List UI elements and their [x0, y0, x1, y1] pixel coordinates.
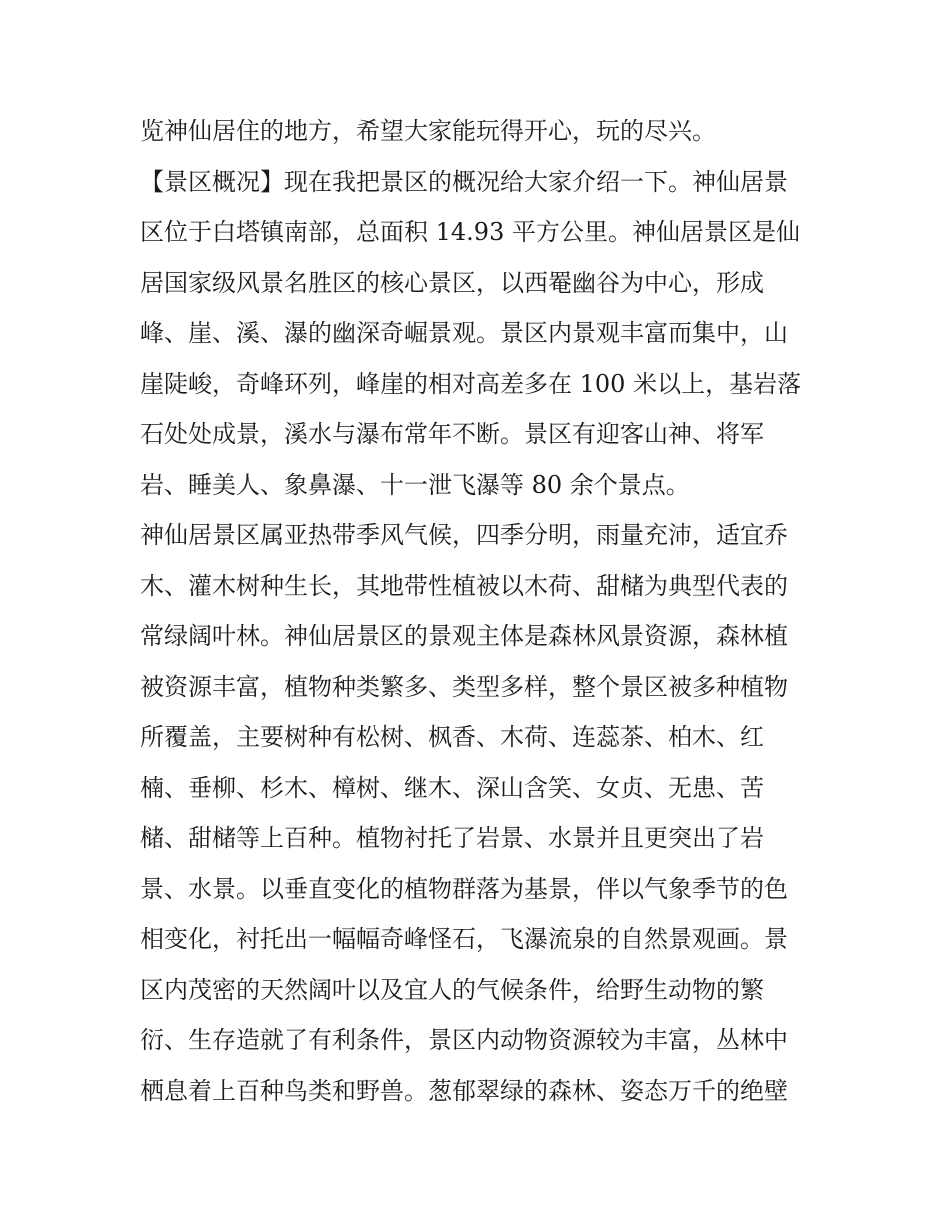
text-line: 览神仙居住的地方，希望大家能玩得开心，玩的尽兴。 — [140, 117, 716, 145]
text-line: 景、水景。以垂直变化的植物群落为基景，伴以气象季节的色 — [140, 874, 788, 903]
text-line: 区内茂密的天然阔叶以及宜人的气候条件，给野生动物的繁 — [140, 975, 764, 1004]
text-line: 楠、垂柳、杉木、樟树、继木、深山含笑、女贞、无患、苦 — [140, 773, 764, 802]
text-line: 所覆盖，主要树种有松树、枫香、木荷、连蕊茶、柏木、红 — [140, 723, 764, 751]
text-line: 栖息着上百种鸟类和野兽。葱郁翠绿的森林、姿态万千的绝壁 — [140, 1076, 788, 1105]
text-line: 【景区概况】现在我把景区的概况给大家介绍一下。神仙居景 — [140, 167, 788, 196]
text-line: 常绿阔叶林。神仙居景区的景观主体是森林风景资源，森林植 — [140, 622, 788, 650]
text-line: 衍、生存造就了有利条件，景区内动物资源较为丰富，丛林中 — [140, 1026, 788, 1054]
document-body — [140, 106, 812, 1116]
paragraph-climate-vegetation — [140, 510, 812, 1116]
text-line: 崖陡峻，奇峰环列，峰崖的相对高差多在 100 米以上，基岩落 — [140, 369, 802, 398]
text-line: 岩、睡美人、象鼻瀑、十一泄飞瀑等 80 余个景点。 — [140, 470, 690, 499]
text-line: 木、灌木树种生长，其地带性植被以木荷、甜槠为典型代表的 — [140, 571, 788, 600]
text-line: 被资源丰富，植物种类繁多、类型多样，整个景区被多种植物 — [140, 672, 788, 701]
text-line: 区位于白塔镇南部，总面积 14.93 平方公里。神仙居景区是仙 — [140, 218, 800, 246]
paragraph-scenic-overview — [140, 157, 812, 511]
text-line: 石处处成景，溪水与瀑布常年不断。景区有迎客山神、将军 — [140, 420, 764, 448]
text-line: 槠、甜槠等上百种。植物衬托了岩景、水景并且更突出了岩 — [140, 824, 764, 852]
text-line: 峰、崖、溪、瀑的幽深奇崛景观。景区内景观丰富而集中，山 — [140, 319, 788, 347]
text-line: 相变化，衬托出一幅幅奇峰怪石，飞瀑流泉的自然景观画。景 — [140, 925, 788, 953]
text-line: 神仙居景区属亚热带季风气候，四季分明，雨量充沛，适宜乔 — [140, 521, 788, 549]
paragraph-intro-closing — [140, 106, 812, 157]
text-line: 居国家级风景名胜区的核心景区，以西罨幽谷为中心，形成 — [140, 268, 764, 297]
